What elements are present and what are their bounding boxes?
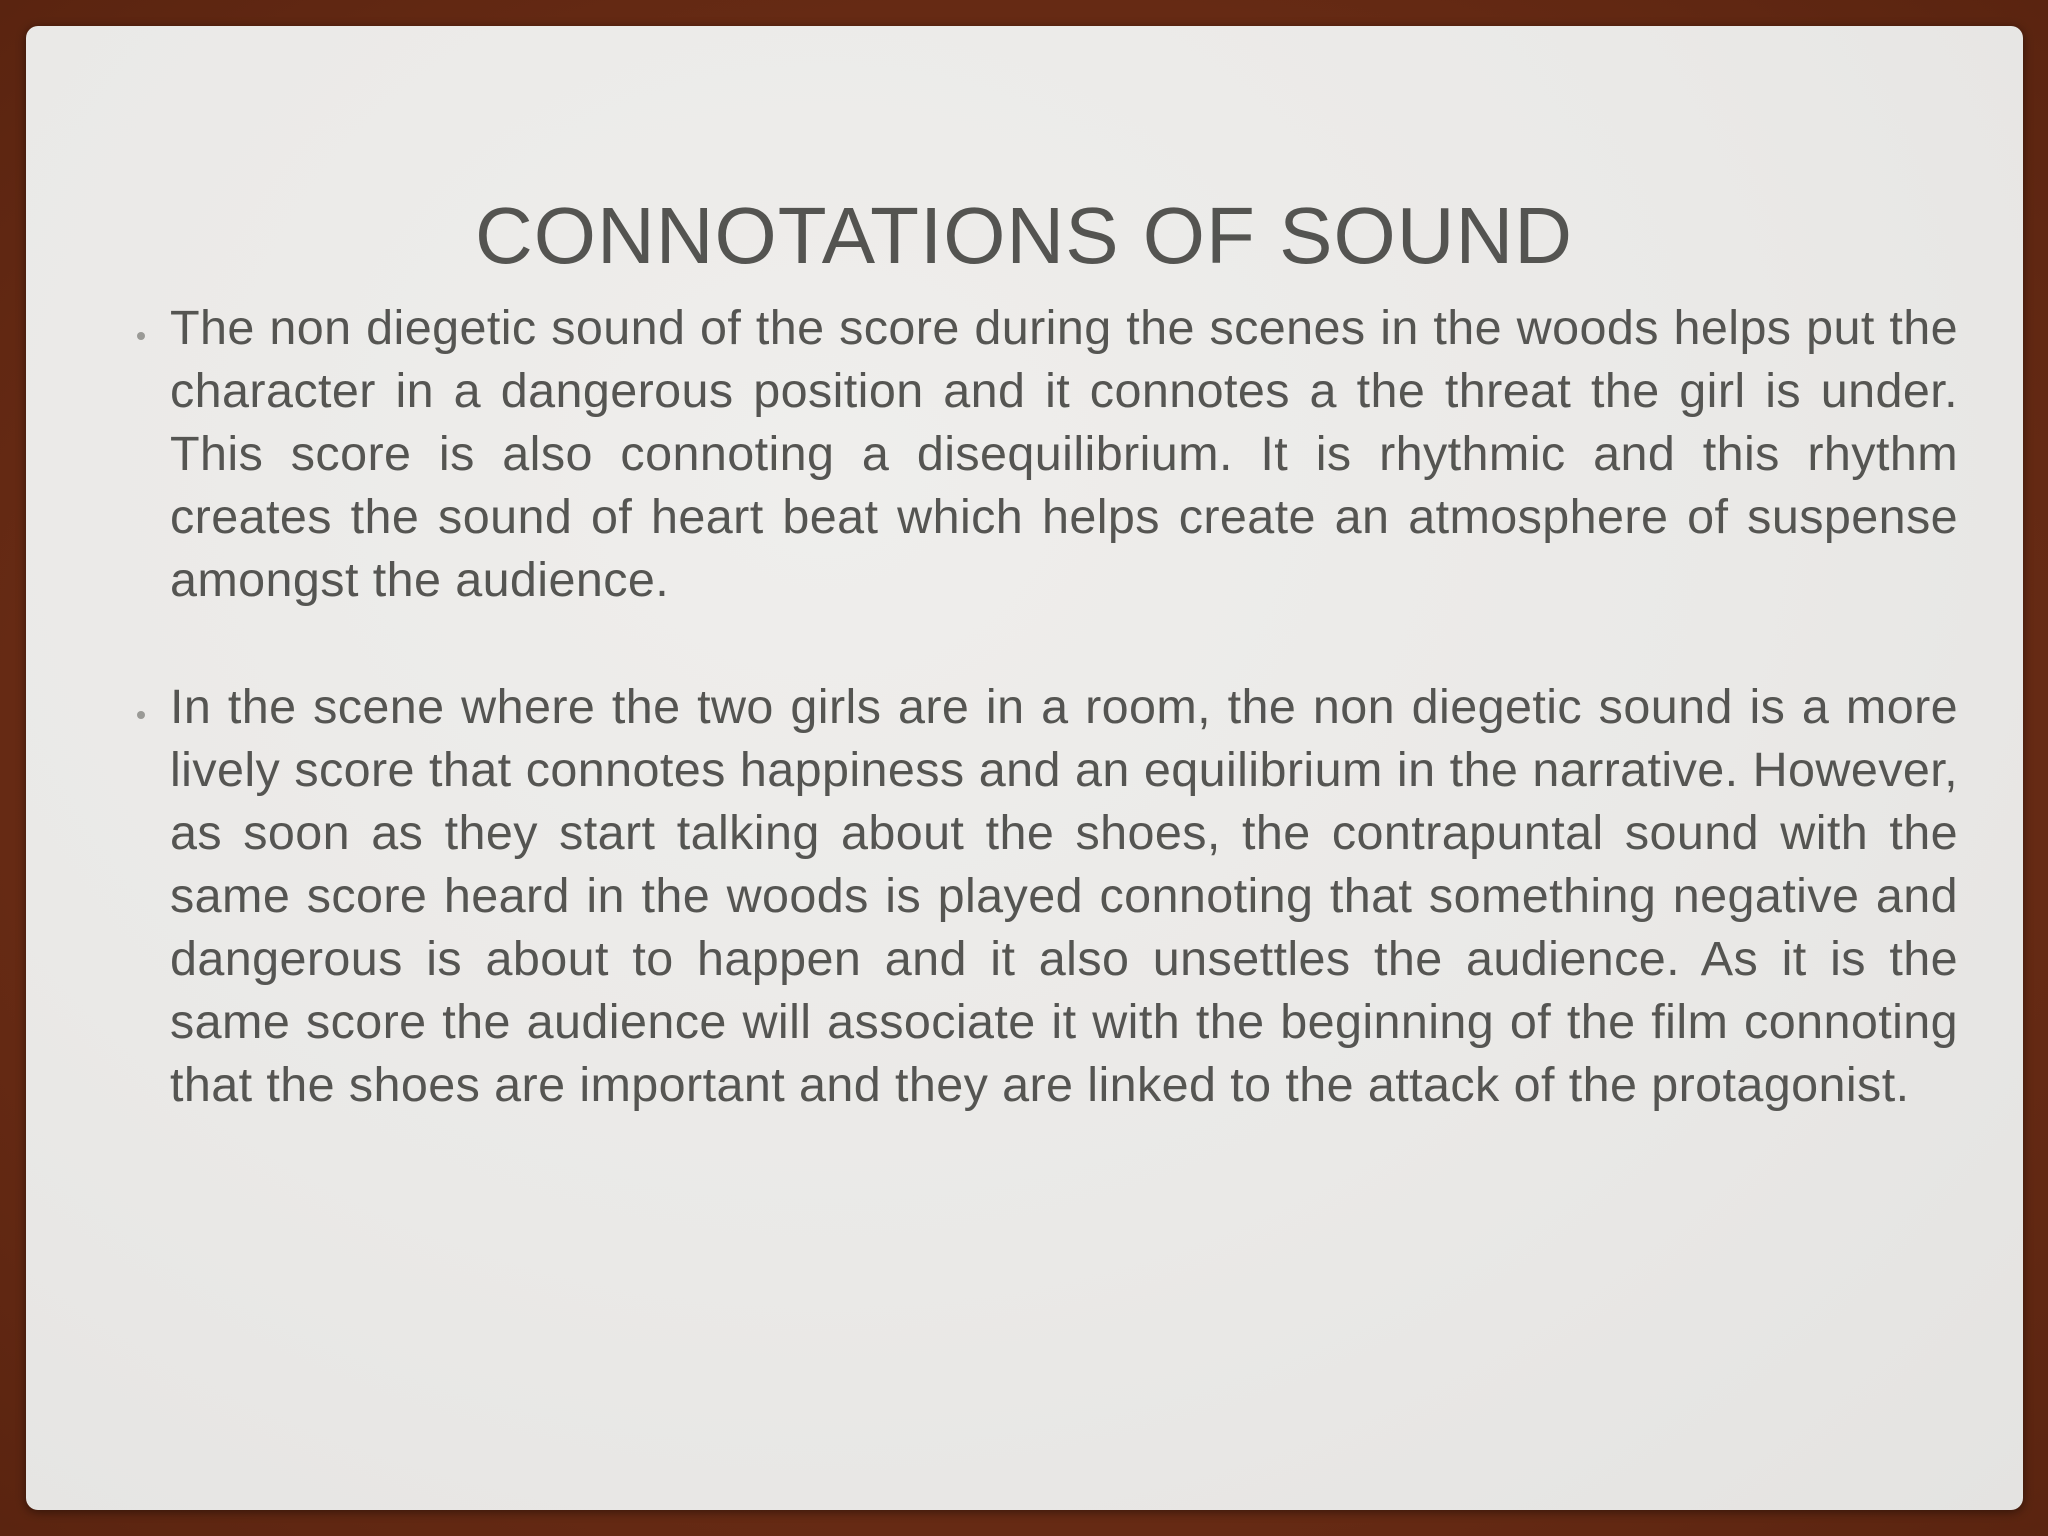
slide: [26, 26, 2023, 1510]
slide-title: CONNOTATIONS OF SOUND: [474, 191, 1574, 280]
bullet-list: [26, 26, 2023, 1510]
bullet-item: The non diegetic sound of the score during the scenes in the woods helps put the character in a dangerous position and it connotes a the threat the girl is under. This score is also connoting a disequilibrium. It is rhythmic and this rhythm creates the sound of heart beat which helps create an atmosphere of suspense amongst the audience.: [170, 301, 1958, 607]
bullet-dot-icon: [137, 711, 145, 719]
bullet-dot-icon: [137, 332, 145, 340]
bullet-item: In the scene where the two girls are in a room, the non diegetic sound is a more lively score that connotes happiness and an equilibrium in the narrative. However, as soon as they start talking about the shoes, the contrapuntal sound with the same score heard in the woods is played connoting that something negative and dangerous is about to happen and it also unsettles the audience. As it is the same score the audience will associate it with the beginning of the film connoting that the shoes are important and they are linked to the attack of the protagonist.: [170, 680, 1958, 1112]
